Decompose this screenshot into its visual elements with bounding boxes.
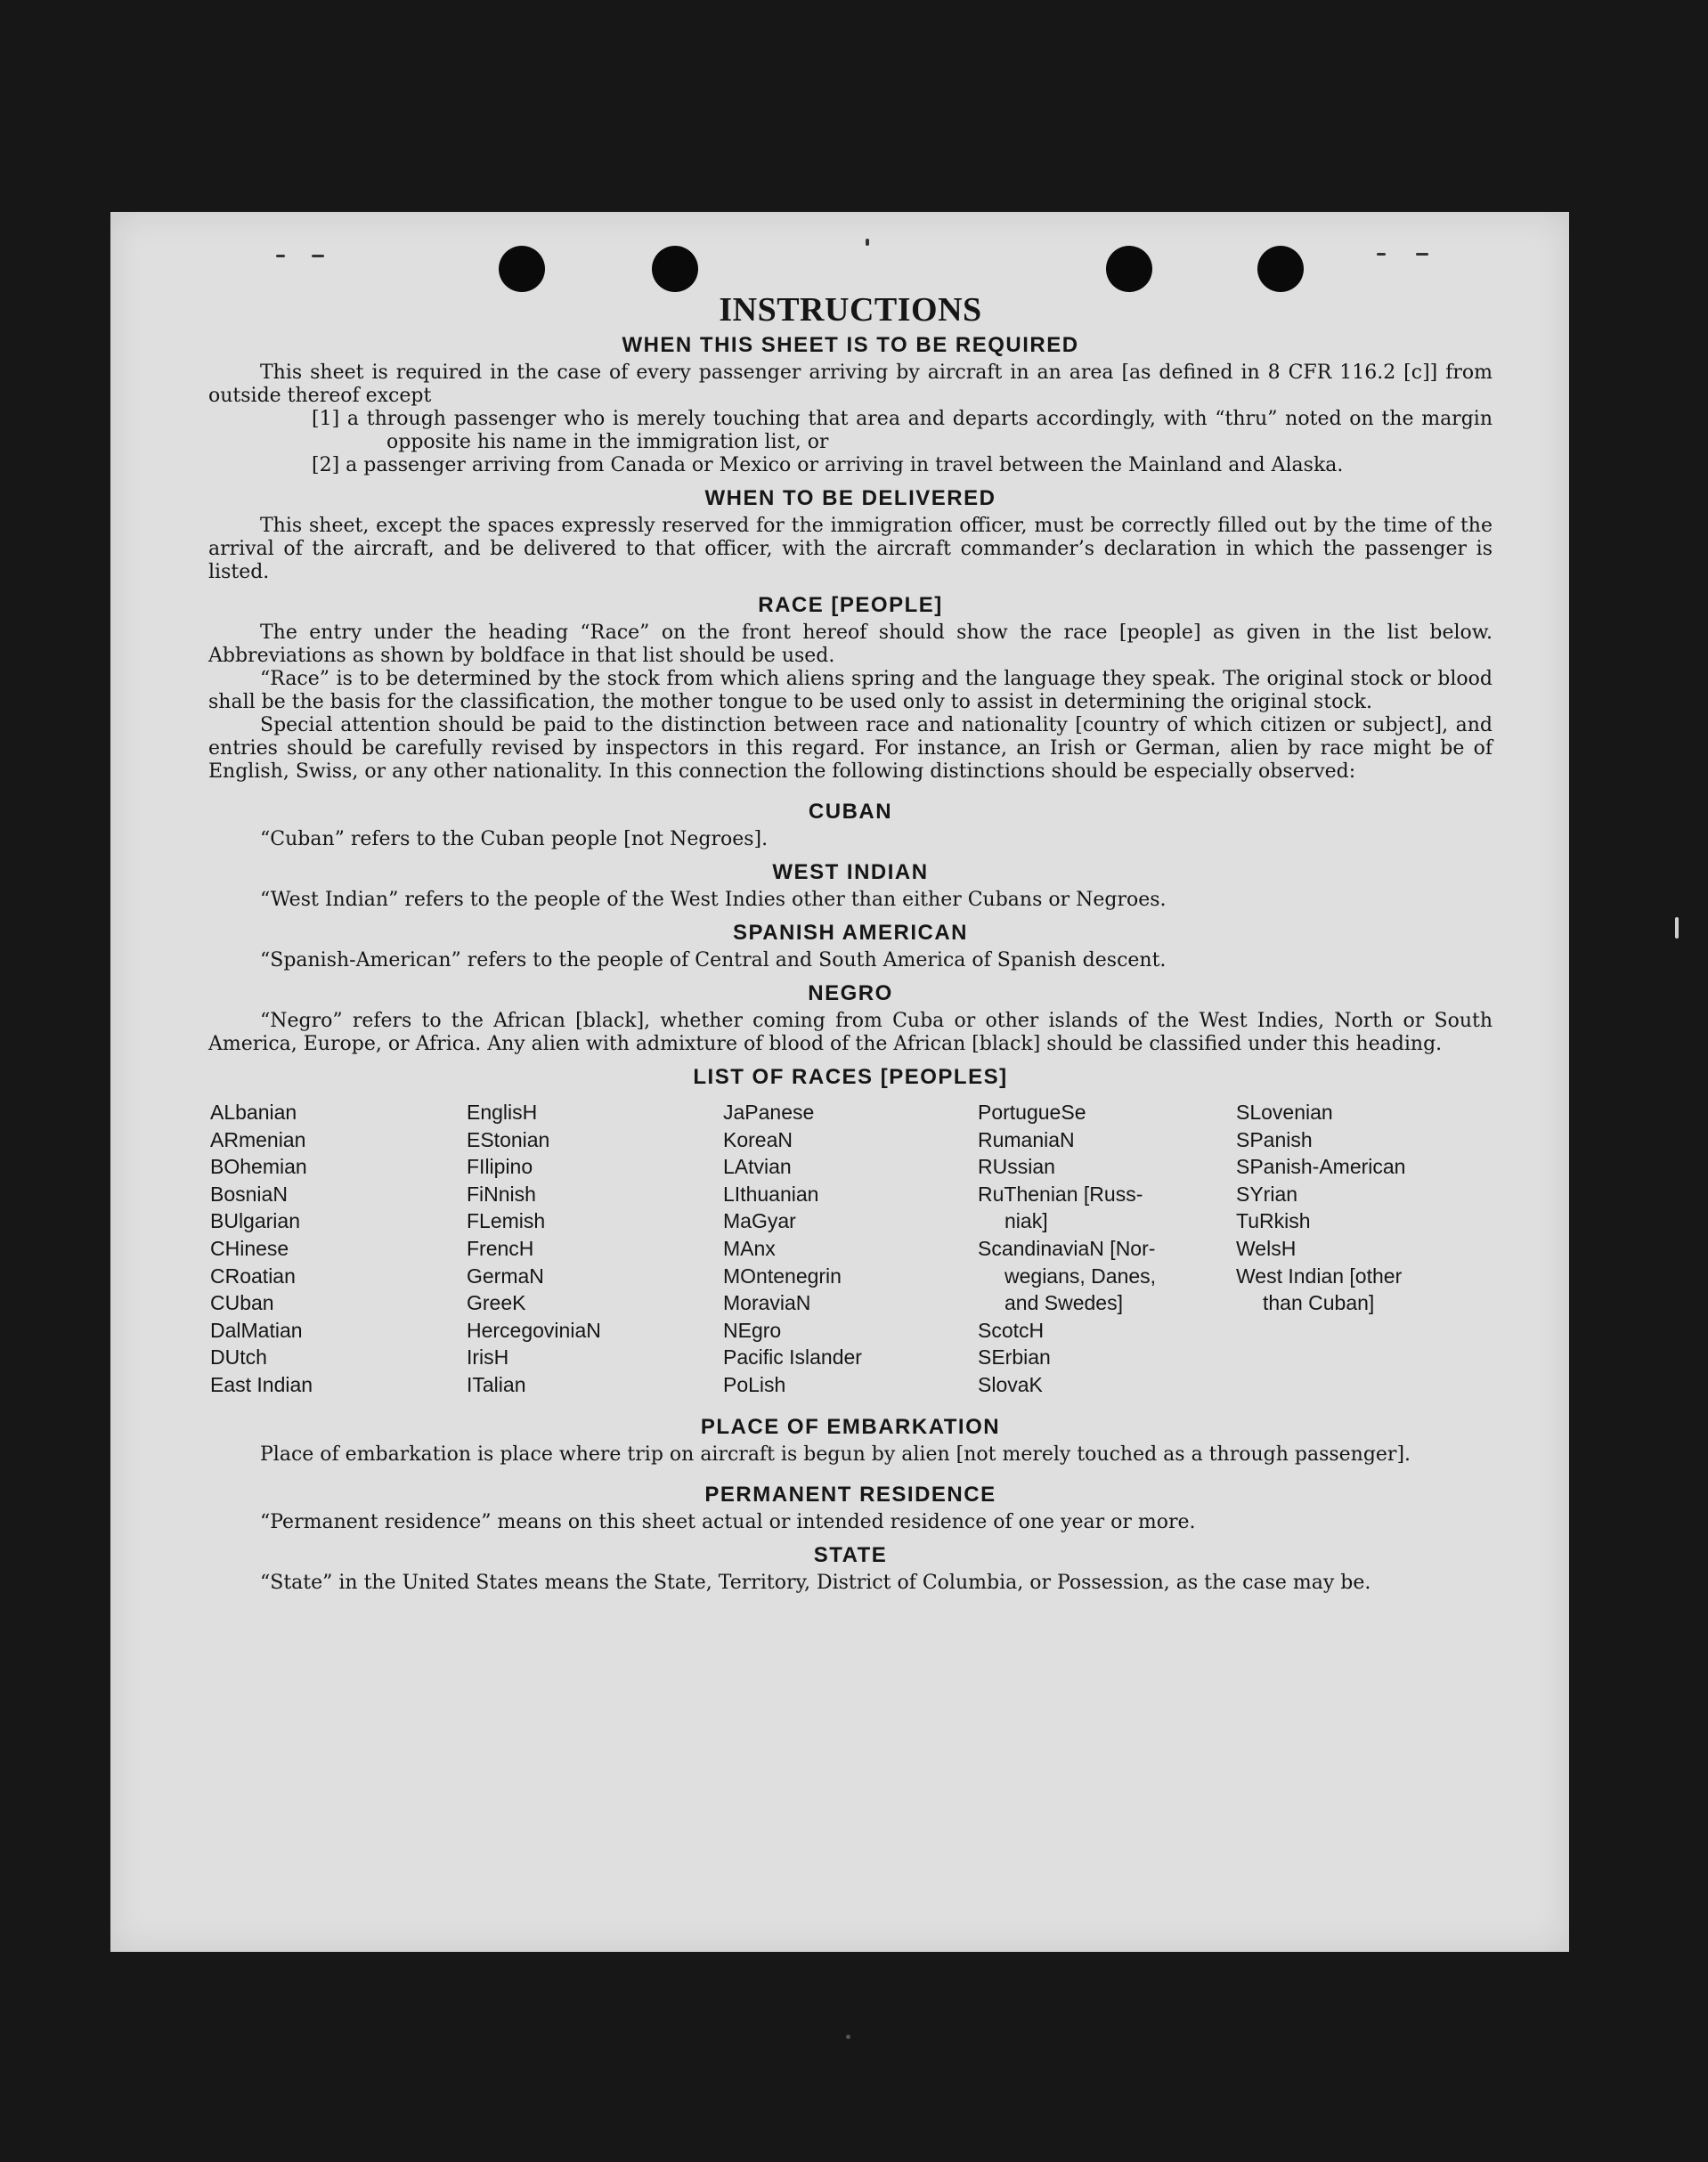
race-entry: East Indian bbox=[210, 1372, 313, 1396]
heading-permanent-residence: PERMANENT RESIDENCE bbox=[704, 1482, 996, 1507]
punch-hole-1 bbox=[499, 246, 545, 292]
race-entry: BosniaN bbox=[210, 1182, 288, 1206]
races-column-4 bbox=[978, 1099, 1236, 1399]
race-entry: PoLish bbox=[723, 1372, 786, 1396]
when-required-intro: This sheet is required in the case of every passenger arriving by aircraft in an area [as defined in 8 CFR 116.2 [c]] from outside thereof except bbox=[208, 362, 1492, 407]
when-required-item-1: [1] a through passenger who is merely touching that area and departs accordingly, with “thru” noted on the margin opposite his name in the immigration list, or bbox=[312, 408, 1492, 453]
race-entry: JaPanese bbox=[723, 1101, 815, 1124]
race-entry: FLemish bbox=[467, 1209, 546, 1233]
heading-cuban: CUBAN bbox=[808, 800, 893, 824]
race-paragraph-3: Special attention should be paid to the distinction between race and nationality [country of which citizen or subject], and entries should be carefully revised by inspectors in this regard. For instance, an Irish or German, alien by race might be of English, Swiss, or any other nationality. In this connection the following distinctions should be especially observed: bbox=[208, 714, 1492, 783]
race-entry: WelsH bbox=[1236, 1236, 1297, 1260]
race-paragraph-2: “Race” is to be determined by the stock from which aliens spring and the language they speak. The original stock or blood shall be the basis for the classification, the mother tongue to be used only to assist in determining the original stock. bbox=[208, 668, 1492, 713]
heading-when-delivered: WHEN TO BE DELIVERED bbox=[704, 486, 996, 510]
races-column-1 bbox=[210, 1099, 467, 1399]
heading-list-of-races: LIST OF RACES [PEOPLES] bbox=[693, 1065, 1008, 1089]
margin-mark bbox=[1675, 917, 1679, 939]
heading-state: STATE bbox=[813, 1542, 888, 1567]
race-entry: FiNnish bbox=[467, 1182, 536, 1206]
race-entry: RumaniaN bbox=[978, 1127, 1075, 1151]
race-entry: LAtvian bbox=[723, 1155, 792, 1179]
races-list bbox=[208, 1099, 1492, 1399]
punch-hole-3 bbox=[1106, 246, 1152, 292]
race-entry: SYrian bbox=[1236, 1182, 1298, 1206]
races-column-5 bbox=[1236, 1099, 1494, 1399]
race-entry: CRoatian bbox=[210, 1264, 296, 1288]
race-entry: PortugueSe bbox=[978, 1101, 1086, 1124]
when-required-item-2: [2] a passenger arriving from Canada or Mexico or arriving in travel between the Mainland and Alaska. bbox=[312, 454, 1344, 476]
race-entry: ALbanian bbox=[210, 1101, 297, 1124]
heading-embarkation: PLACE OF EMBARKATION bbox=[700, 1414, 1001, 1439]
race-entry: ScandinaviaN [Nor- bbox=[978, 1236, 1156, 1260]
heading-race: RACE [PEOPLE] bbox=[758, 593, 943, 617]
race-entry: RuThenian [Russ- bbox=[978, 1182, 1143, 1206]
race-entry: EnglisH bbox=[467, 1101, 538, 1124]
race-entry-continued: than Cuban] bbox=[1263, 1291, 1375, 1315]
race-entry: RUssian bbox=[978, 1155, 1055, 1179]
page-title: INSTRUCTIONS bbox=[719, 291, 982, 329]
race-entry: MOntenegrin bbox=[723, 1264, 842, 1288]
race-entry: CUban bbox=[210, 1291, 274, 1315]
race-paragraph-1: The entry under the heading “Race” on the front hereof should show the race [people] as given in the list below. Abbreviations as shown by boldface in that list should be used. bbox=[208, 622, 1492, 667]
when-delivered-text: This sheet, except the spaces expressly reserved for the immigration officer, must be correctly filled out by the time of the arrival of the aircraft, and be delivered to that officer, with the aircraft commander’s declaration in which the passenger is listed. bbox=[208, 515, 1492, 583]
heading-negro: NEGRO bbox=[808, 981, 893, 1005]
race-entry: SErbian bbox=[978, 1345, 1051, 1370]
race-entry: EStonian bbox=[467, 1127, 550, 1151]
cuban-text: “Cuban” refers to the Cuban people [not Negroes]. bbox=[260, 828, 769, 850]
document-sheet bbox=[110, 212, 1569, 1952]
heading-when-required: WHEN THIS SHEET IS TO BE REQUIRED bbox=[622, 333, 1079, 357]
race-entry: MoraviaN bbox=[723, 1291, 811, 1315]
speck bbox=[1377, 253, 1386, 256]
speck bbox=[1416, 253, 1428, 256]
race-entry-continued: wegians, Danes, bbox=[1004, 1264, 1157, 1288]
race-entry: SLovenian bbox=[1236, 1101, 1333, 1124]
race-entry: FIlipino bbox=[467, 1155, 533, 1179]
heading-spanish-american: SPANISH AMERICAN bbox=[732, 921, 968, 945]
race-entry: SPanish-American bbox=[1236, 1155, 1406, 1179]
punch-hole-2 bbox=[652, 246, 698, 292]
speck bbox=[866, 239, 869, 246]
dust-speck bbox=[846, 2035, 850, 2039]
race-entry: MaGyar bbox=[723, 1209, 796, 1233]
race-entry: NEgro bbox=[723, 1318, 782, 1342]
race-entry: IrisH bbox=[467, 1345, 509, 1370]
race-entry-continued: niak] bbox=[1004, 1209, 1048, 1233]
race-entry: FrencH bbox=[467, 1236, 534, 1260]
permanent-residence-text: “Permanent residence” means on this sheet actual or intended residence of one year or more. bbox=[260, 1510, 1196, 1533]
race-entry: KoreaN bbox=[723, 1127, 793, 1151]
spanish-american-text: “Spanish-American” refers to the people of Central and South America of Spanish descent. bbox=[260, 949, 1167, 971]
race-entry: LIthuanian bbox=[723, 1182, 819, 1206]
race-entry: DUtch bbox=[210, 1345, 267, 1370]
negro-text: “Negro” refers to the African [black], whether coming from Cuba or other islands of the West Indies, North or South America, Europe, or Africa. Any alien with admixture of blood of the African [black] should be classified under this heading. bbox=[208, 1010, 1492, 1055]
race-entry: BUlgarian bbox=[210, 1209, 300, 1233]
speck bbox=[312, 255, 324, 257]
races-column-3 bbox=[723, 1099, 978, 1399]
west-indian-text: “West Indian” refers to the people of the West Indies other than either Cubans or Negroes. bbox=[260, 889, 1167, 911]
speck bbox=[276, 255, 285, 257]
race-entry: GreeK bbox=[467, 1291, 526, 1315]
races-column-2 bbox=[467, 1099, 723, 1399]
race-entry: DalMatian bbox=[210, 1318, 303, 1342]
state-text: “State” in the United States means the State, Territory, District of Columbia, or Possession, as the case may be. bbox=[260, 1571, 1371, 1594]
race-entry: Pacific Islander bbox=[723, 1345, 862, 1370]
race-entry: MAnx bbox=[723, 1236, 776, 1260]
race-entry: ScotcH bbox=[978, 1318, 1045, 1342]
punch-hole-4 bbox=[1257, 246, 1304, 292]
race-entry: West Indian [other bbox=[1236, 1264, 1403, 1288]
race-entry: ITalian bbox=[467, 1372, 526, 1396]
race-entry-continued: and Swedes] bbox=[1004, 1291, 1123, 1315]
race-entry: HercegoviniaN bbox=[467, 1318, 601, 1342]
race-entry: ARmenian bbox=[210, 1127, 306, 1151]
heading-west-indian: WEST INDIAN bbox=[772, 860, 929, 884]
race-entry: GermaN bbox=[467, 1264, 544, 1288]
race-entry: SlovaK bbox=[978, 1372, 1043, 1396]
embarkation-text: Place of embarkation is place where trip on aircraft is begun by alien [not merely touched as a through passenger]. bbox=[260, 1443, 1411, 1466]
race-entry: CHinese bbox=[210, 1236, 289, 1260]
race-entry: SPanish bbox=[1236, 1127, 1313, 1151]
race-entry: TuRkish bbox=[1236, 1209, 1311, 1233]
race-entry: BOhemian bbox=[210, 1155, 307, 1179]
instructions-content bbox=[208, 290, 1492, 1595]
